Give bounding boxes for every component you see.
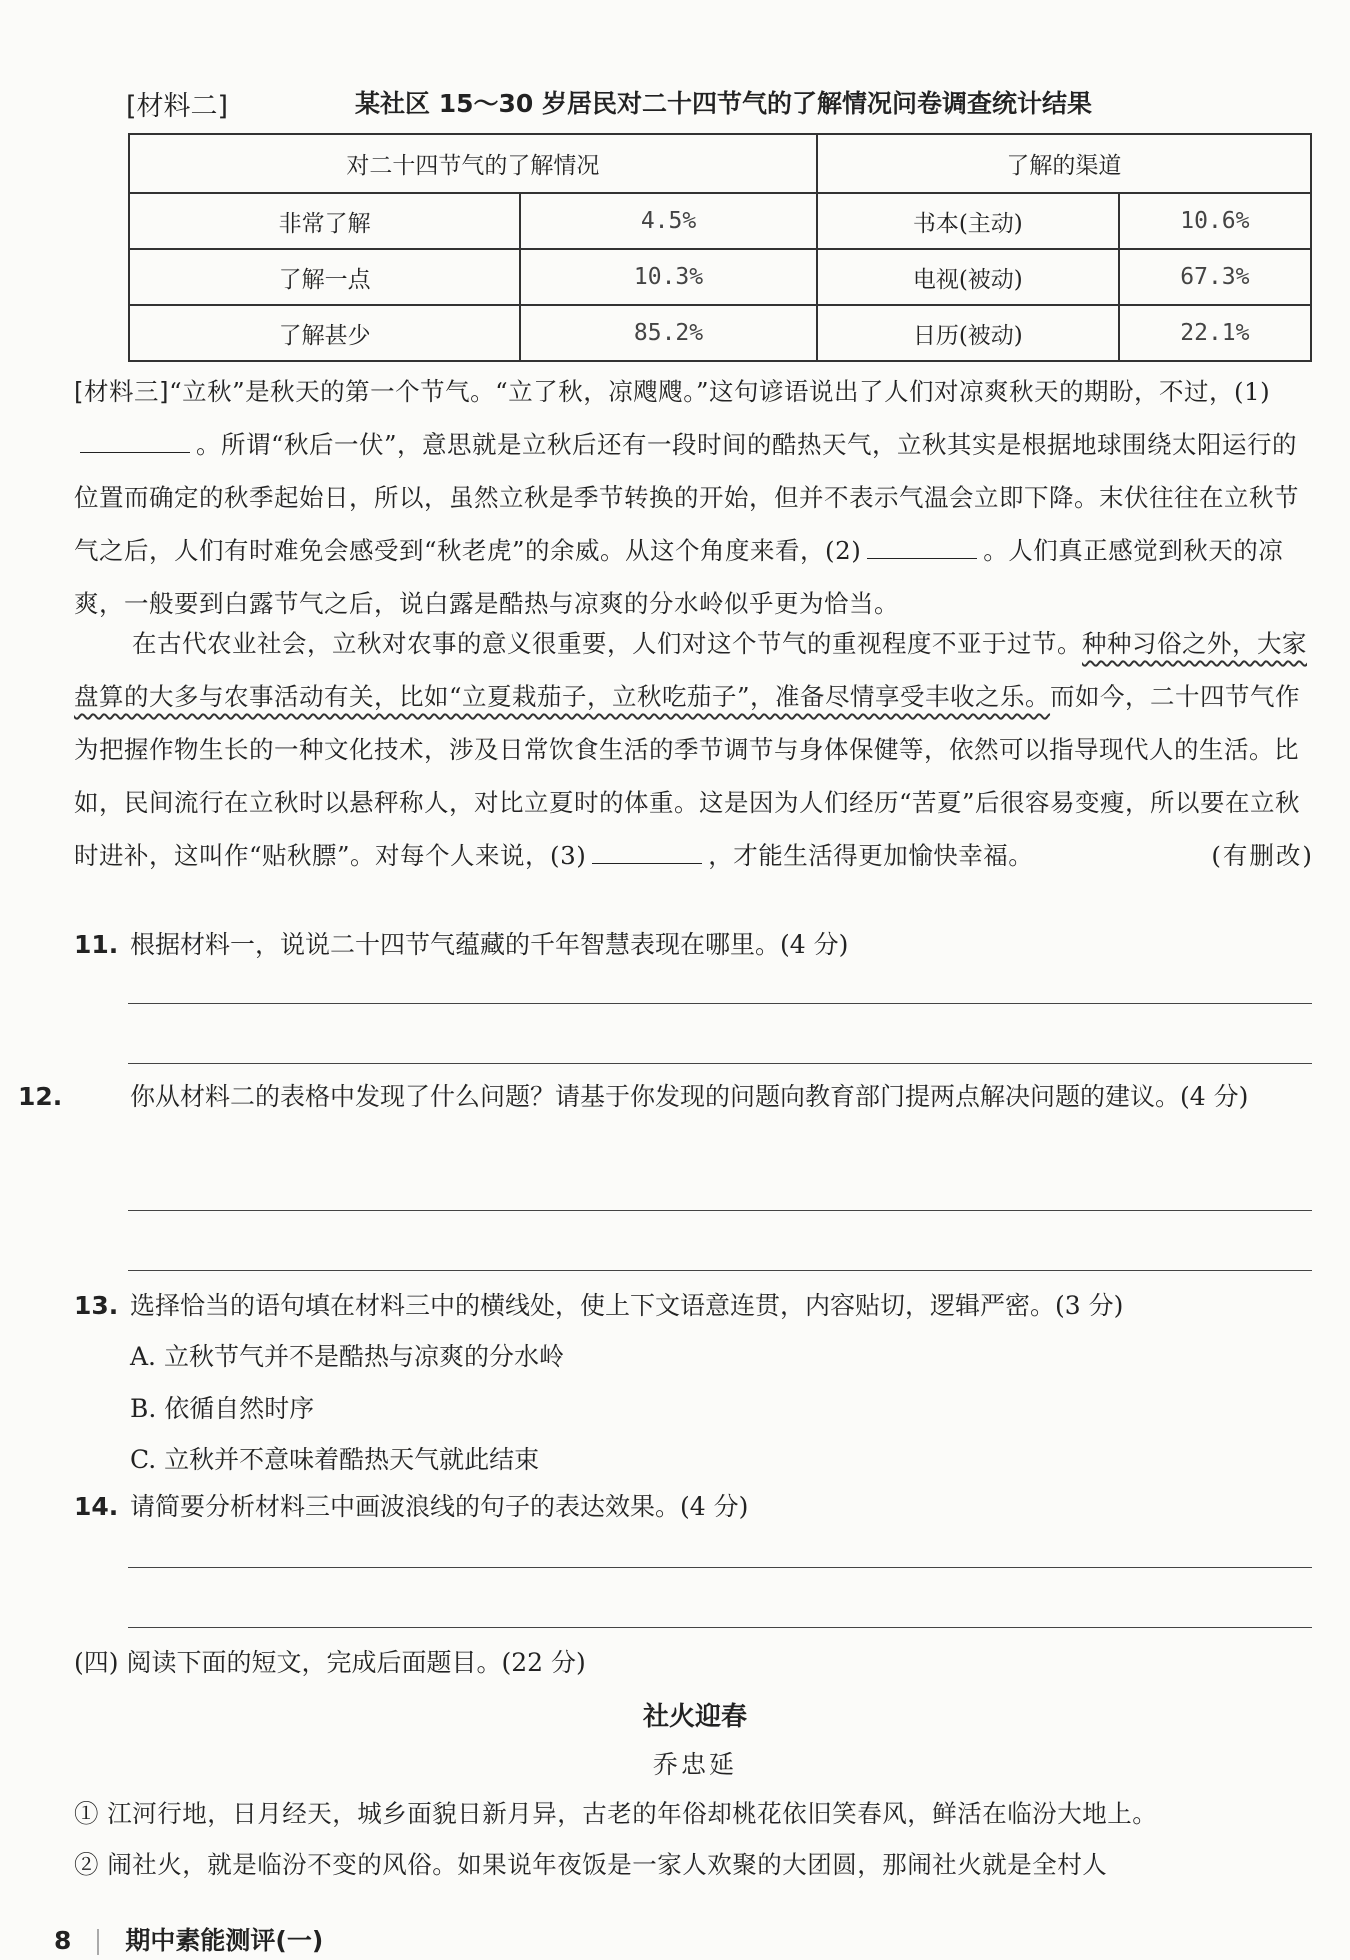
cell-level-pct: 4.5% <box>520 193 817 249</box>
option-b[interactable]: B. 依循自然时序 <box>130 1394 315 1423</box>
article-paragraph-1: ① 江河行地，日月经天，城乡面貌日新月异，古老的年俗却桃花依旧笑春风，鲜活在临汾大地上。 <box>74 1799 1158 1828</box>
answer-line[interactable] <box>128 1063 1312 1064</box>
material3-text: 而如今，二十四节气作为把握作物生长的一种文化技术，涉及日常饮食生活的季节调节与身体保健等，依然可以指导现代人的生活。比如，民间流行在立秋时以悬秤称人，对比立夏时的体重。这是因为人们经历“苦夏”后很容易变瘦，所以要在立秋时进补，这叫作“贴秋膘”。对每个人来说，(3) <box>74 682 1301 870</box>
edited-note: (有删改) <box>1211 841 1314 870</box>
question-number: 11. <box>74 930 119 959</box>
question-number: 12. <box>18 1082 63 1111</box>
section4-heading: (四) 阅读下面的短文，完成后面题目。(22 分) <box>74 1648 586 1677</box>
cell-level-pct: 85.2% <box>520 305 817 361</box>
article-title: 社火迎春 <box>642 1702 747 1732</box>
cell-channel-pct: 67.3% <box>1119 249 1311 305</box>
question-12 <box>18 1072 1350 1122</box>
table-header-channel: 了解的渠道 <box>817 134 1311 193</box>
question-11 <box>74 920 1324 970</box>
page-footer <box>54 1921 323 1957</box>
material3-paragraph-1 <box>74 365 1314 630</box>
blank-3[interactable] <box>592 841 702 864</box>
table-row <box>129 305 1311 361</box>
answer-line[interactable] <box>128 1567 1312 1568</box>
question-number: 14. <box>74 1492 119 1521</box>
blank-1[interactable] <box>80 430 190 453</box>
material3-text: 在古代农业社会，立秋对农事的意义很重要，人们对这个节气的重视程度不亚于过节。 <box>132 629 1082 658</box>
material3-paragraph-2 <box>74 617 1314 882</box>
table-header-row <box>129 134 1311 193</box>
question-text: 你从材料二的表格中发现了什么问题？请基于你发现的问题向教育部门提两点解决问题的建议。(4 分) <box>130 1082 1249 1111</box>
table-row <box>129 249 1311 305</box>
material3-text: 。所谓“秋后一伏”，意思就是立秋后还有一段时间的酷热天气，立秋其实是根据地球围绕太阳运行的位置而确定的秋季起始日，所以，虽然立秋是季节转换的开始，但并不表示气温会立即下降。末伏往往在立秋节气之后，人们有时难免会感受到“秋老虎”的余威。从这个角度来看，(2) <box>74 430 1299 565</box>
question-text: 根据材料一，说说二十四节气蕴藏的千年智慧表现在哪里。(4 分) <box>130 930 849 959</box>
cell-level: 了解一点 <box>129 249 520 305</box>
article-paragraph-2: ② 闹社火，就是临汾不变的风俗。如果说年夜饭是一家人欢聚的大团圆，那闹社火就是全村人 <box>74 1850 1108 1879</box>
table-row <box>129 193 1311 249</box>
cell-level: 了解甚少 <box>129 305 520 361</box>
option-c[interactable]: C. 立秋并不意味着酷热天气就此结束 <box>130 1445 540 1474</box>
answer-line[interactable] <box>128 1627 1312 1628</box>
material2-title: 某社区 15～30 岁居民对二十四节气的了解情况问卷调查统计结果 <box>355 89 1092 118</box>
answer-line[interactable] <box>128 1210 1312 1211</box>
material3-text: 。人们真正感觉到秋天的凉爽，一般要到白露节气之后，说白露是酷热与凉爽的分水岭似乎更为恰当。 <box>74 536 1284 618</box>
material3-text: ，才能生活得更加愉快幸福。 <box>708 841 1034 870</box>
footer-label: 期中素能测评(一) <box>125 1926 324 1955</box>
cell-level-pct: 10.3% <box>520 249 817 305</box>
material3-text: “立秋”是秋天的第一个节气。“立了秋，凉飕飕。”这句谚语说出了人们对凉爽秋天的期盼，不过，(1) <box>169 377 1271 406</box>
answer-line[interactable] <box>128 1003 1312 1004</box>
cell-level: 非常了解 <box>129 193 520 249</box>
material3-tag: [材料三] <box>74 377 170 406</box>
question-text: 请简要分析材料三中画波浪线的句子的表达效果。(4 分) <box>130 1492 749 1521</box>
survey-table <box>128 133 1312 362</box>
question-13 <box>74 1281 1324 1331</box>
wavy-underlined-sentence: 种种习俗之外，大家盘算的大多与农事活动有关，比如“立夏栽茄子，立秋吃茄子”，准备尽情享受丰收之乐。 <box>74 629 1307 711</box>
answer-line[interactable] <box>128 1270 1312 1271</box>
article-author: 乔忠延 <box>652 1750 737 1779</box>
cell-channel-pct: 10.6% <box>1119 193 1311 249</box>
question-14 <box>74 1482 1324 1532</box>
table-header-level: 对二十四节气的了解情况 <box>129 134 817 193</box>
cell-channel: 书本(主动) <box>817 193 1119 249</box>
cell-channel: 电视(被动) <box>817 249 1119 305</box>
page-number: 8 <box>54 1926 72 1955</box>
footer-divider <box>97 1929 99 1955</box>
option-a[interactable]: A. 立秋节气并不是酷热与凉爽的分水岭 <box>130 1342 564 1371</box>
cell-channel-pct: 22.1% <box>1119 305 1311 361</box>
material2-tag: [材料二] <box>126 91 229 122</box>
question-number: 13. <box>74 1291 119 1320</box>
question-text: 选择恰当的语句填在材料三中的横线处，使上下文语意连贯，内容贴切，逻辑严密。(3 分) <box>130 1291 1124 1320</box>
blank-2[interactable] <box>867 536 977 559</box>
cell-channel: 日历(被动) <box>817 305 1119 361</box>
